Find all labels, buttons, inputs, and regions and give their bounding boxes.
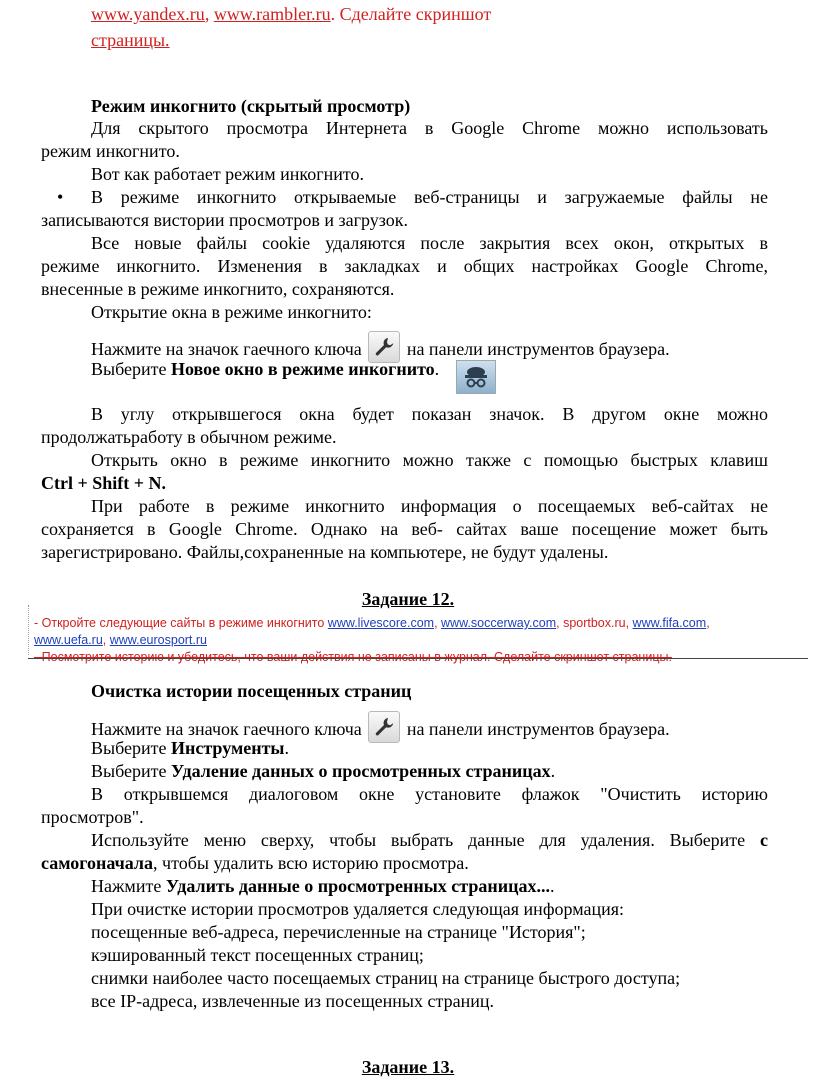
bullet-marker: • [57, 187, 64, 207]
history-p4-l2: просмотров". [41, 807, 144, 827]
incognito-p5: Открытие окна в режиме инкогнито: [91, 302, 372, 322]
incognito-p3-l2: записываются вистории просмотров и загрузок. [41, 210, 408, 230]
incognito-p9-l1: Открыть окно в режиме инкогнито можно также с помощью быстрых клавиш [91, 450, 768, 470]
incognito-p10-l3: зарегистрировано. Файлы,сохраненные на компьютере, не будут удалены. [41, 542, 609, 562]
task-12-line-1: - Откройте следующие сайты в режиме инкогнито www.livescore.com, www.soccerway.com, sportbox.ru, www.fifa.com, [34, 616, 710, 630]
task-12-line-3: - Посмотрите историю и убедитесь, что ваши действия не записаны в журнал. Сделайте скриншот страницы. [34, 650, 672, 664]
top-line-1: www.yandex.ru, www.rambler.ru. Сделайте скриншот [91, 4, 492, 24]
incognito-p8-l1: В углу открывшегося окна будет показан значок. В другом окне можно [91, 404, 768, 424]
list-item: все IP-адреса, извлеченные из посещенных страниц. [91, 991, 494, 1011]
margin-marker [28, 605, 31, 655]
incognito-p1-l1: Для скрытого просмотра Интернета в Google Chrome можно использовать [91, 118, 768, 138]
fifa-link[interactable]: www.fifa.com [632, 616, 707, 630]
livescore-link[interactable]: www.livescore.com [327, 616, 435, 630]
new-incognito-window-label: Новое окно в режиме инкогнито [171, 359, 435, 379]
list-item: кэшированный текст посещенных страниц; [91, 945, 424, 965]
task-12-line-2: www.uefa.ru, www.eurosport.ru [34, 633, 207, 647]
history-p6: Нажмите Удалить данные о просмотренных страницах.... [91, 876, 555, 896]
section-divider [28, 658, 808, 659]
sportbox-text: sportbox.ru [563, 616, 626, 630]
incognito-p6: Нажмите на значок гаечного ключа на панели инструментов браузера. [91, 335, 670, 367]
incognito-p8-l2: продолжатьработу в обычном режиме. [41, 427, 337, 447]
incognito-p1-l2: режим инкогнито. [41, 141, 180, 161]
top-line-2: страницы. [91, 30, 170, 50]
incognito-p3-l1: В режиме инкогнито открываемые веб-страницы и загружаемые файлы не [91, 187, 768, 207]
history-p7: При очистке истории просмотров удаляется следующая информация: [91, 899, 625, 919]
history-heading: Очистка истории посещенных страниц [91, 681, 412, 701]
incognito-p4-l3: внесенные в режиме инкогнито, сохраняются. [41, 279, 395, 299]
incognito-p4-l1: Все новые файлы cookie удаляются после закрытия всех окон, открытых в [91, 233, 768, 253]
history-p4-l1: В открывшемся диалоговом окне установите флажок "Очистить историю [91, 784, 768, 804]
history-p1: Нажмите на значок гаечного ключа на панели инструментов браузера. [91, 715, 670, 747]
list-item: посещенные веб-адреса, перечисленные на странице "История"; [91, 922, 586, 942]
history-p5-l2: самогоначала, чтобы удалить всю историю просмотра. [41, 853, 469, 873]
incognito-icon [456, 360, 496, 394]
rambler-link[interactable]: www.rambler.ru [213, 4, 331, 24]
yandex-link[interactable]: www.yandex.ru [91, 4, 205, 24]
incognito-p10-l2: сохраняется в Google Chrome. Однако на веб- сайтах ваше посещение может быть [41, 519, 768, 539]
incognito-p2: Вот как работает режим инкогнито. [91, 164, 365, 184]
task-12-title: Задание 12. [361, 589, 455, 609]
task-13-title: Задание 13. [361, 1057, 455, 1077]
shortcut-keys: Ctrl + Shift + N. [41, 473, 167, 493]
eurosport-link[interactable]: www.eurosport.ru [109, 633, 207, 647]
wrench-icon[interactable] [368, 711, 400, 743]
history-p5-l1: Используйте меню сверху, чтобы выбрать данные для удаления. Выберите с [91, 830, 768, 850]
history-p2: Выберите Инструменты. [91, 738, 289, 758]
incognito-p7: Выберите Новое окно в режиме инкогнито. [91, 359, 440, 379]
incognito-p4-l2: режиме инкогнито. Изменения в закладках и общих настройках Google Chrome, [41, 256, 768, 276]
incognito-p10-l1: При работе в режиме инкогнито информация о посещаемых веб-сайтах не [91, 496, 768, 516]
incognito-heading: Режим инкогнито (скрытый просмотр) [91, 96, 411, 116]
uefa-link[interactable]: www.uefa.ru [34, 633, 103, 647]
soccerway-link[interactable]: www.soccerway.com [441, 616, 557, 630]
history-p3: Выберите Удаление данных о просмотренных страницах. [91, 761, 556, 781]
list-item: снимки наиболее часто посещаемых страниц на странице быстрого доступа; [91, 968, 681, 988]
